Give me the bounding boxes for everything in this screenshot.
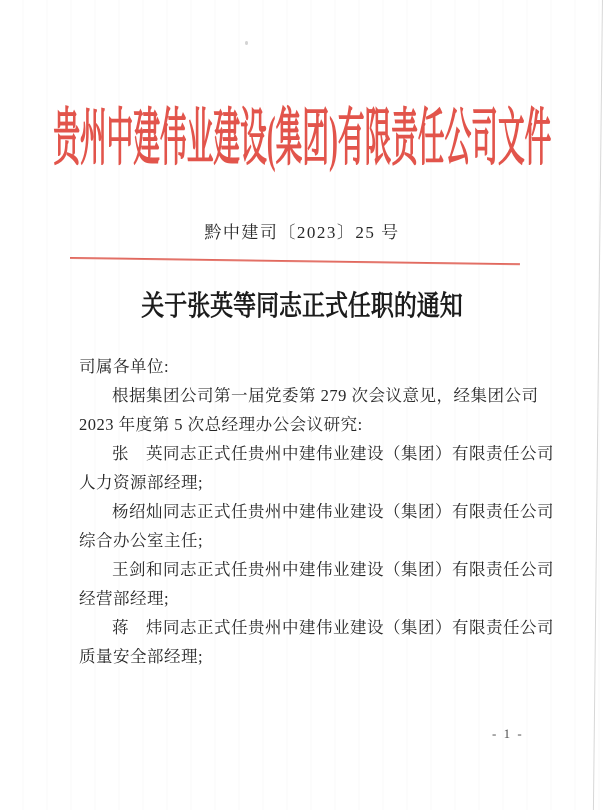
scan-speck	[245, 41, 248, 45]
body-line: 根据集团公司第一届党委第 279 次会议意见，经集团公司	[112, 386, 539, 405]
body-line: 经营部经理;	[79, 589, 170, 608]
body-line: 司属各单位:	[79, 357, 170, 376]
title-row	[0, 284, 604, 324]
body-line: 综合办公室主任;	[79, 531, 204, 550]
body-line: 王剑和同志正式任贵州中建伟业建设（集团）有限责任公司	[112, 560, 554, 579]
body-line: 质量安全部经理;	[79, 647, 204, 666]
document-number: 黔中建司〔2023〕25 号	[204, 223, 400, 242]
body-line: 张 英同志正式任贵州中建伟业建设（集团）有限责任公司	[112, 444, 554, 463]
body-line: 蒋 炜同志正式任贵州中建伟业建设（集团）有限责任公司	[112, 618, 554, 637]
body-line: 杨绍灿同志正式任贵州中建伟业建设（集团）有限责任公司	[112, 502, 554, 521]
body-line: 2023 年度第 5 次总经理办公会议研究:	[79, 415, 363, 434]
red-divider-line	[70, 257, 520, 265]
letterhead	[0, 92, 604, 172]
page-number: - 1 -	[492, 726, 524, 741]
document-title: 关于张英等同志正式任职的通知	[141, 291, 463, 322]
document-body	[79, 352, 554, 671]
body-line: 人力资源部经理;	[79, 473, 204, 492]
letterhead-title: 贵州中建伟业建设(集团)有限责任公司文件	[53, 102, 552, 174]
